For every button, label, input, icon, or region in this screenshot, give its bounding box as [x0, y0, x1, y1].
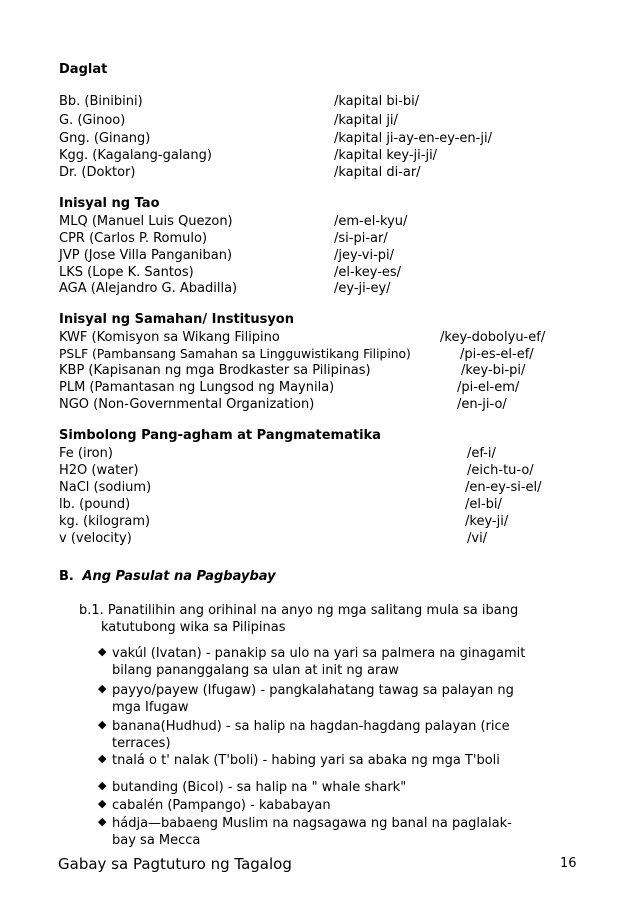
- pronunciation: /ey-ji-ey/: [334, 281, 391, 296]
- term: lb. (pound): [59, 497, 131, 512]
- b1-line-2: katutubong wika sa Pilipinas: [101, 620, 286, 635]
- pronunciation: /kapital ji-ay-en-ey-en-ji/: [334, 131, 492, 146]
- bullet-line-2: bay sa Mecca: [112, 833, 201, 848]
- term: LKS (Lope K. Santos): [59, 265, 194, 280]
- pronunciation: /kapital ji/: [334, 113, 398, 128]
- bullet-line-1: tnalá o t' nalak (T'boli) - habing yari sa abaka ng mga T'boli: [112, 753, 500, 768]
- list-item: [0, 213, 638, 230]
- heading-inisyal-samahan: Inisyal ng Samahan/ Institusyon: [59, 312, 294, 327]
- pronunciation: /vi/: [467, 531, 488, 546]
- section-b-heading: [59, 569, 276, 584]
- pronunciation: /eich-tu-o/: [467, 463, 534, 478]
- term: H2O (water): [59, 463, 139, 478]
- diamond-bullet-icon: ◆: [98, 682, 107, 695]
- heading-simbolo: Simbolong Pang-agham at Pangmatematika: [59, 428, 381, 443]
- list-item: [0, 230, 638, 247]
- heading-daglat: Daglat: [59, 62, 108, 77]
- section-b-title: Ang Pasulat na Pagbaybay: [82, 569, 276, 584]
- list-item: [0, 130, 638, 147]
- bullet-line-1: hádja—babaeng Muslim na nagsagawa ng banal na paglalak-: [112, 816, 512, 831]
- bullet-line-2: bilang pananggalang sa ulan at init ng araw: [112, 663, 399, 678]
- term: KWF (Komisyon sa Wikang Filipino: [59, 330, 280, 345]
- pronunciation: /key-dobolyu-ef/: [440, 330, 546, 345]
- diamond-bullet-icon: ◆: [98, 645, 107, 658]
- bullet-line-1: cabalén (Pampango) - kababayan: [112, 798, 331, 813]
- list-item: [0, 362, 638, 379]
- list-item: [98, 815, 598, 849]
- bullet-line-2: terraces): [112, 736, 171, 751]
- pronunciation: /kapital key-ji-ji/: [334, 148, 438, 163]
- diamond-bullet-icon: ◆: [98, 815, 107, 828]
- b1-line-1: b.1. Panatilihin ang orihinal na anyo ng mga salitang mula sa ibang: [79, 603, 519, 618]
- diamond-bullet-icon: ◆: [98, 718, 107, 731]
- term: JVP (Jose Villa Panganiban): [59, 248, 233, 263]
- term: Fe (iron): [59, 446, 113, 461]
- list-item: [0, 479, 638, 496]
- pronunciation: /si-pi-ar/: [334, 231, 388, 246]
- term: Bb. (Binibini): [59, 94, 143, 109]
- pronunciation: /key-bi-pi/: [461, 363, 526, 378]
- bullet-line-1: vakúl (Ivatan) - panakip sa ulo na yari sa palmera na ginagamit: [112, 646, 526, 661]
- bullet-line-1: butanding (Bicol) - sa halip na " whale shark": [112, 780, 407, 795]
- term: v (velocity): [59, 531, 132, 546]
- term: AGA (Alejandro G. Abadilla): [59, 281, 238, 296]
- pronunciation: /el-bi/: [465, 497, 502, 512]
- term: KBP (Kapisanan ng mga Brodkaster sa Pilipinas): [59, 363, 371, 378]
- list-item: [0, 445, 638, 462]
- list-item: [0, 346, 638, 363]
- list-item: [98, 797, 598, 814]
- pronunciation: /jey-vi-pi/: [334, 248, 395, 263]
- list-item: [0, 247, 638, 264]
- diamond-bullet-icon: ◆: [98, 779, 107, 792]
- pronunciation: /kapital bi-bi/: [334, 94, 420, 109]
- pronunciation: /ef-i/: [467, 446, 496, 461]
- pronunciation: /en-ji-o/: [457, 397, 507, 412]
- term: PSLF (Pambansang Samahan sa Lingguwistikang Filipino): [59, 347, 411, 361]
- pronunciation: /en-ey-si-el/: [465, 480, 542, 495]
- list-item: [0, 112, 638, 129]
- term: kg. (kilogram): [59, 514, 151, 529]
- list-item: [0, 530, 638, 547]
- term: CPR (Carlos P. Romulo): [59, 231, 208, 246]
- bullet-line-2: mga Ifugaw: [112, 700, 189, 715]
- term: MLQ (Manuel Luis Quezon): [59, 214, 233, 229]
- list-item: [0, 329, 638, 346]
- bullet-line-1: payyo/payew (Ifugaw) - pangkalahatang tawag sa palayan ng: [112, 683, 514, 698]
- list-item: [0, 264, 638, 281]
- list-item: [98, 779, 598, 796]
- diamond-bullet-icon: ◆: [98, 752, 107, 765]
- pronunciation: /el-key-es/: [334, 265, 402, 280]
- list-item: [98, 718, 598, 752]
- list-item: [0, 462, 638, 479]
- list-item: [98, 682, 598, 716]
- list-item: [0, 513, 638, 530]
- list-item: [0, 147, 638, 164]
- footer-title: Gabay sa Pagtuturo ng Tagalog: [58, 855, 292, 873]
- pronunciation: /kapital di-ar/: [334, 165, 421, 180]
- list-item: [98, 645, 598, 679]
- list-item: [0, 379, 638, 396]
- heading-inisyal-tao: Inisyal ng Tao: [59, 196, 160, 211]
- list-item: [0, 93, 638, 110]
- list-item: [0, 396, 638, 413]
- diamond-bullet-icon: ◆: [98, 797, 107, 810]
- pronunciation: /em-el-kyu/: [334, 214, 408, 229]
- pronunciation: /pi-el-em/: [457, 380, 520, 395]
- term: Dr. (Doktor): [59, 165, 136, 180]
- pronunciation: /pi-es-el-ef/: [460, 347, 534, 362]
- list-item: [0, 280, 638, 297]
- list-item: [98, 752, 598, 769]
- pronunciation: /key-ji/: [465, 514, 509, 529]
- term: G. (Ginoo): [59, 113, 126, 128]
- term: Gng. (Ginang): [59, 131, 151, 146]
- term: NaCl (sodium): [59, 480, 152, 495]
- term: PLM (Pamantasan ng Lungsod ng Maynila): [59, 380, 335, 395]
- term: NGO (Non-Governmental Organization): [59, 397, 315, 412]
- section-b-letter: B.: [59, 569, 74, 584]
- bullet-line-1: banana(Hudhud) - sa halip na hagdan-hagdang palayan (rice: [112, 719, 510, 734]
- term: Kgg. (Kagalang-galang): [59, 148, 212, 163]
- list-item: [0, 164, 638, 181]
- list-item: [0, 496, 638, 513]
- page-number: 16: [560, 856, 577, 871]
